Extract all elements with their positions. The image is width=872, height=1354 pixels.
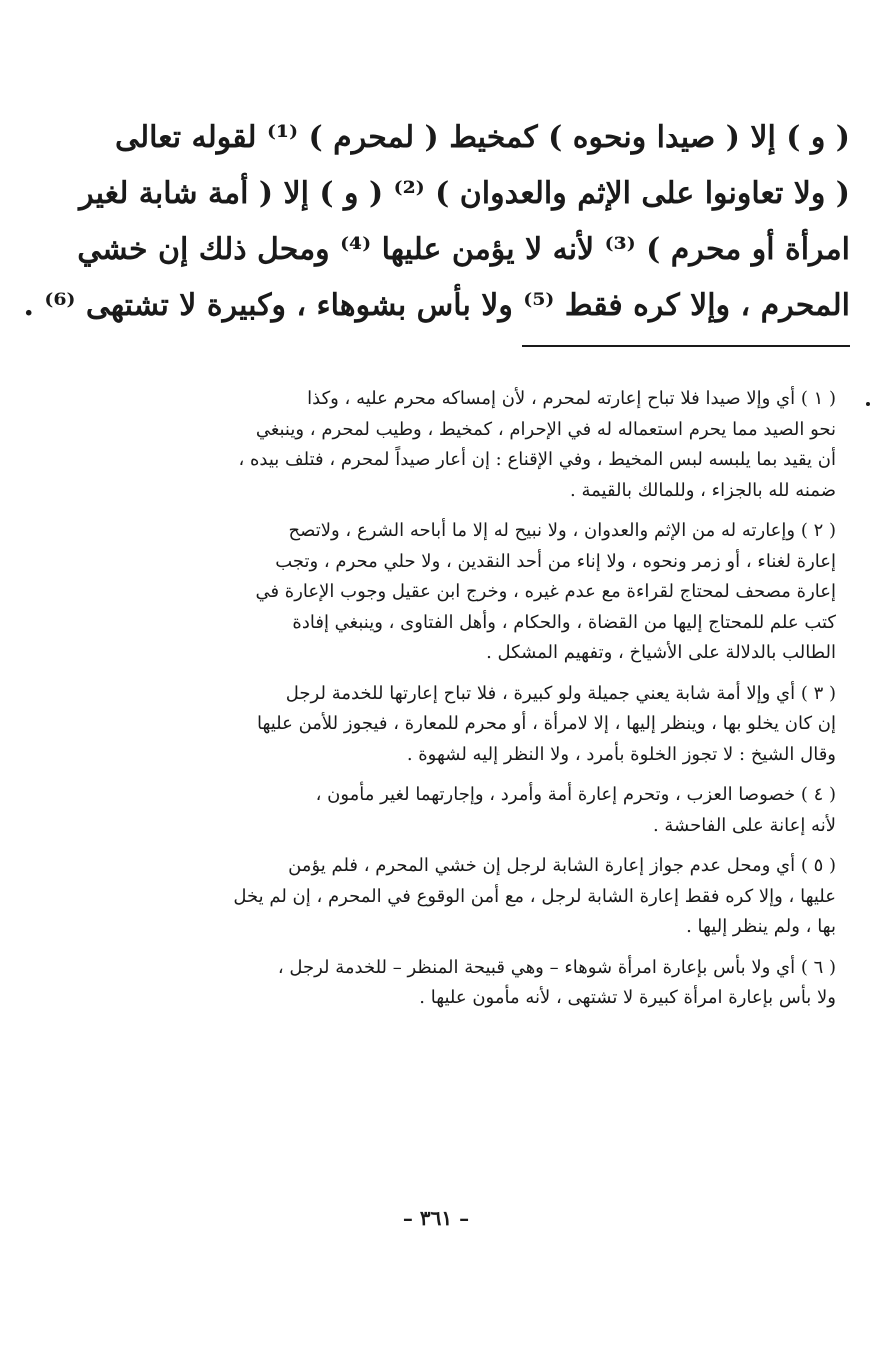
footnote-line: الطالب بالدلالة على الأشياخ ، وتفهيم المشكل . [486, 642, 836, 663]
footnote-4 [100, 780, 836, 841]
footnote-line: ضمنه لله بالجزاء ، وللمالك بالقيمة . [570, 479, 836, 501]
footnote-6 [100, 953, 836, 1014]
main-text-block [23, 110, 850, 334]
footnote-line: نحو الصيد مما يحرم استعماله له في الإحرام ، كمخيط ، وطيب لمحرم ، وينبغي [255, 418, 836, 440]
footnote-line: ( ٥ ) أي ومحل عدم جواز إعارة الشابة لرجل إن خشي المحرم ، فلم يؤمن [288, 855, 836, 876]
footnote-2 [100, 516, 836, 669]
footnote-line: أن يقيد بما يلبسه لبس المخيط ، وفي الإقناع : إن أعار صيداً لمحرم ، فتلف بيده ، [238, 449, 836, 470]
main-text-line: ( و ) إلا ( صيدا ونحوه ) كمخيط ( لمحرم ) ⁽¹⁾ لقوله تعالى [114, 120, 850, 155]
footnote-line: ( ٦ ) أي ولا بأس بإعارة امرأة شوهاء – وهي قبيحة المنظر – للخدمة لرجل ، [277, 956, 836, 978]
footnote-line: لأنه إعانة على الفاحشة . [652, 814, 836, 836]
footnote-line: ( ٤ ) خصوصا العزب ، وتحرم إعارة أمة وأمرد ، وإجارتهما لغير مأمون ، [315, 784, 836, 805]
footnote-line: ( ٢ ) وإعارته له من الإثم والعدوان ، ولا نبيح له إلا ما أباحه الشرع ، ولاتصح [288, 520, 836, 541]
footnote-line: ( ١ ) أي وإلا صيدا فلا تباح إعارته لمحرم ، لأن إمساكه محرم عليه ، وكذا [307, 388, 836, 409]
footnote-line: بها ، ولم ينظر إليها . [686, 916, 836, 937]
footnote-divider [522, 345, 850, 347]
footnote-1 [100, 384, 836, 506]
main-text-line: امرأة أو محرم ) ⁽³⁾ لأنه لا يؤمن عليها ⁽⁴⁾ ومحل ذلك إن خشي [77, 232, 850, 267]
margin-dot [866, 402, 870, 406]
footnote-line: إعارة لغناء ، أو زمر ونحوه ، ولا إناء من أحد النقدين ، ولا حلي محرم ، وتجب [275, 550, 836, 572]
footnote-line: وقال الشيخ : لا تجوز الخلوة بأمرد ، ولا النظر إليه لشهوة . [406, 743, 836, 765]
main-text-line: المحرم ، وإلا كره فقط ⁽⁵⁾ ولا بأس بشوهاء ، وكبيرة لا تشتهى ⁽⁶⁾ . [23, 288, 850, 323]
footnote-line: ( ٣ ) أي وإلا أمة شابة يعني جميلة ولو كبيرة ، فلا تباح إعارتها للخدمة لرجل [285, 682, 836, 704]
main-text-line: ( ولا تعاونوا على الإثم والعدوان ) ⁽²⁾ ( و ) إلا ( أمة شابة لغير [79, 176, 850, 211]
footnote-line: كتب علم للمحتاج إليها من القضاة ، والحكام ، وأهل الفتاوى ، وينبغي إفادة [292, 611, 836, 633]
footnote-3 [100, 679, 836, 771]
footnotes-block [100, 384, 836, 1024]
footnote-line: ولا بأس بإعارة امرأة كبيرة لا تشتهى ، لأنه مأمون عليها . [419, 987, 836, 1008]
page-number: – ٣٦١ – [402, 1206, 470, 1230]
footnote-5 [100, 851, 836, 943]
footnote-line: إعارة مصحف لمحتاج لقراءة مع عدم غيره ، وخرج ابن عقيل وجوب الإعارة في [255, 581, 836, 602]
footnote-line: عليها ، وإلا كره فقط إعارة الشابة لرجل ، مع أمن الوقوع في المحرم ، إن لم يخل [233, 885, 836, 907]
footnote-line: إن كان يخلو بها ، وينظر إليها ، إلا لامرأة ، أو محرم للمعارة ، فيجوز للأمن عليها [256, 713, 836, 734]
